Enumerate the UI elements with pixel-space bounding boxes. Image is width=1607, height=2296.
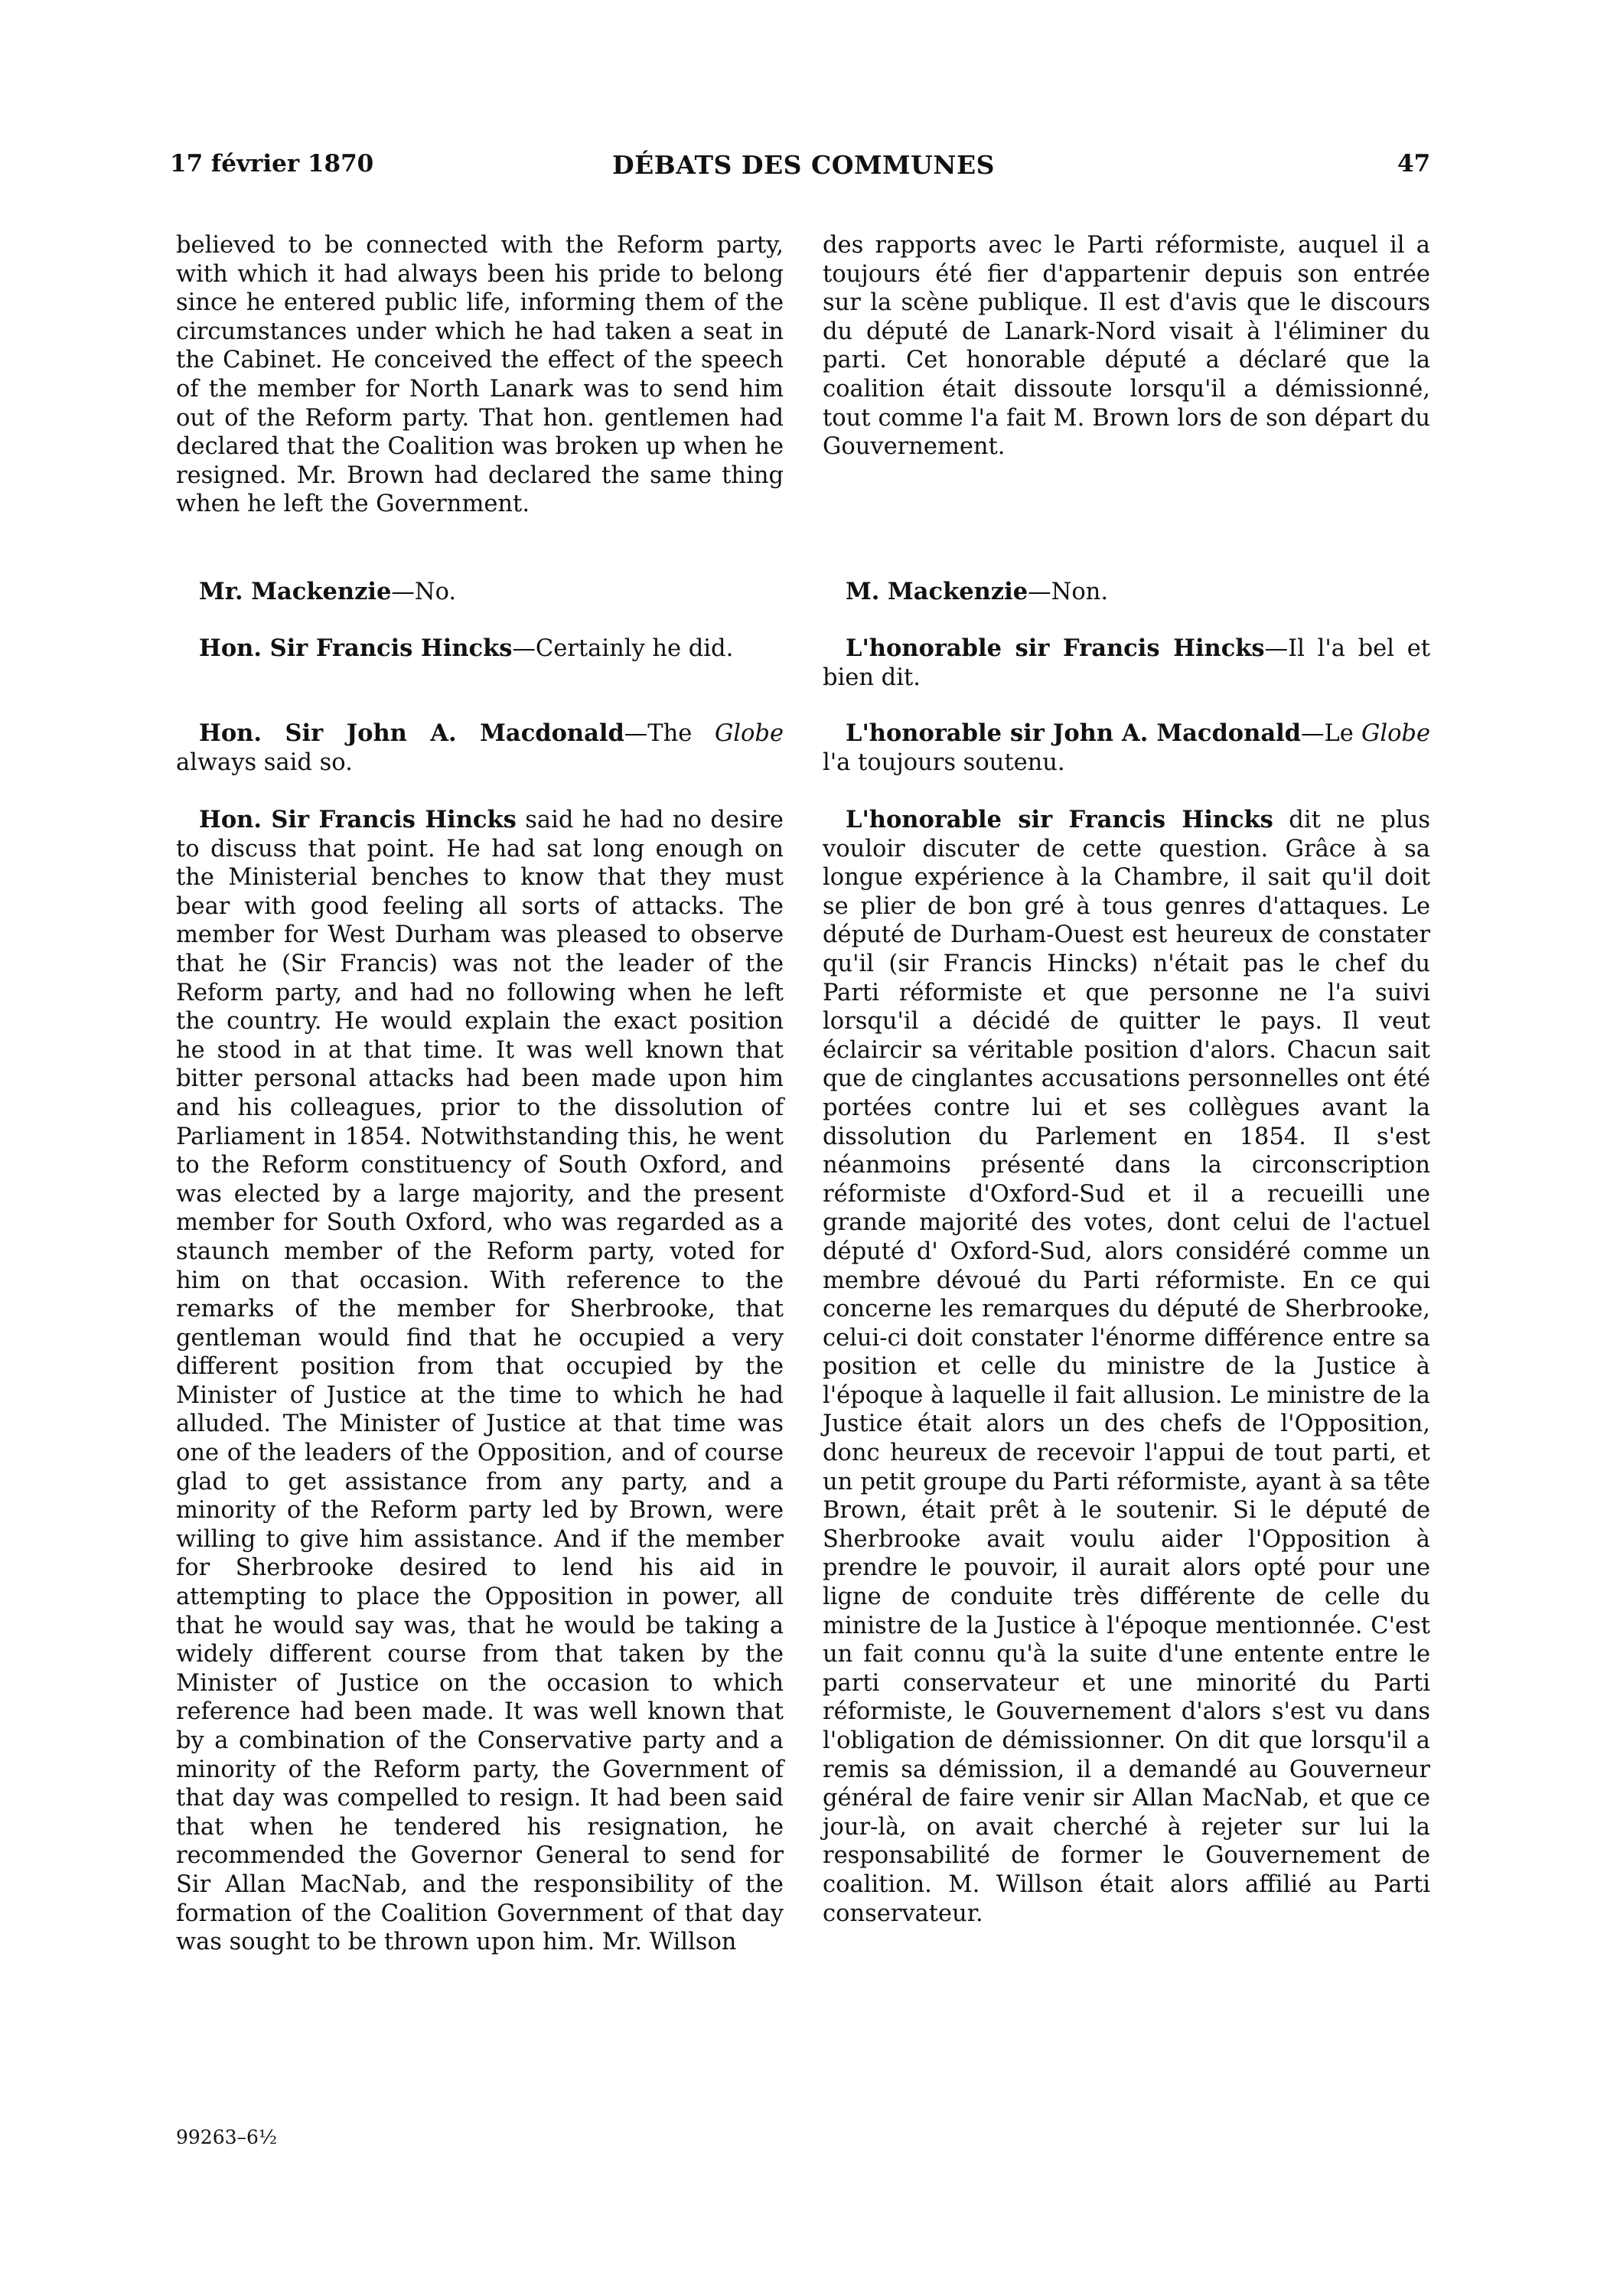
speaker-name: L'honorable sir Francis Hincks [846, 634, 1265, 662]
french-speech-hincks-1 [823, 634, 1430, 692]
speaker-name: Hon. Sir John A. Macdonald [199, 719, 624, 747]
english-speech-hincks-2 [176, 806, 784, 1957]
english-speech-mackenzie [176, 578, 784, 607]
speech-text: —The [624, 720, 715, 747]
french-speech-hincks-2 [823, 806, 1430, 1928]
english-speech-hincks-1 [176, 634, 784, 664]
english-paragraph-1: believed to be connected with the Reform party, with which it had always been his pride to belong since he entered public life, informing them of the circumstances under which he had taken a seat in the Cabinet. He conceived the effect of the speech of the member for North Lanark was to send him out of the Reform party. That hon. gentlemen had declared that the Coalition was broken up when he resigned. Mr. Brown had declared the same thing when he left the Government. [176, 232, 784, 518]
french-paragraph-continuation [823, 231, 1430, 461]
speech-text: —Il l'a bel et bien dit. [823, 635, 1430, 691]
speech-text: l'a toujours soutenu. [823, 748, 1065, 776]
newspaper-title: Globe [714, 720, 784, 747]
speech-text: said he had no desire to discuss that point. He had sat long enough on the Ministerial benches to know that they must bear with good feeling all sorts of attacks. The member for West Durham was pleased to observe that he (Sir Francis) was not the leader of the Reform party, and had no following when he left the country. He would explain the exact position he stood in at that time. It was well known that bitter personal attacks had been made upon him and his colleagues, prior to the dissolution of Parliament in 1854. Notwithstanding this, he went to the Reform constituency of South Oxford, and was elected by a large majority, and the present member for South Oxford, who was regarded as a staunch member of the Reform party, voted for him on that occasion. With reference to the remarks of the member for Sherbrooke, that gentleman would find that he occupied a very different position from that occupied by the Minister of Justice at the time to which he had alluded. The Minister of Justice at that time was one of the leaders of the Opposition, and of course glad to get assistance from any party, and a minority of the Reform party led by Brown, were willing to give him assistance. And if the member for Sherbrooke desired to lend his aid in attempting to place the Opposition in power, all that he would say was, that he would be taking a widely different course from that taken by the Minister of Justice on the occasion to which reference had been made. It was well known that by a combination of the Conservative party and a minority of the Reform party, the Government of that day was compelled to resign. It had been said that when he tendered his resignation, he recommended the Governor General to send for Sir Allan MacNab, and the responsibility of the formation of the Coalition Government of that day was sought to be thrown upon him. Mr. Willson [176, 807, 784, 1956]
speaker-name: Hon. Sir Francis Hincks [199, 806, 517, 833]
page-header [0, 150, 1607, 188]
french-paragraph-1: des rapports avec le Parti réformiste, auquel il a toujours été fier d'appartenir depuis son entrée sur la scène publique. Il est d'avis que le discours du député de Lanark-Nord visait à l'éliminer du parti. Cet honorable député a déclaré que la coalition était dissoute lorsqu'il a démissionné, tout comme l'a fait M. Brown lors de son départ du Gouvernement. [823, 232, 1430, 461]
speech-text: —Le [1301, 720, 1361, 747]
english-speech-macdonald [176, 719, 784, 777]
english-paragraph-continuation [176, 231, 784, 519]
french-speech-mackenzie [823, 578, 1430, 607]
page-number: 47 [1397, 150, 1431, 178]
speaker-name: Mr. Mackenzie [199, 578, 392, 605]
header-date: 17 février 1870 [170, 150, 374, 178]
header-title: DÉBATS DES COMMUNES [612, 150, 995, 180]
speech-text: always said so. [176, 748, 353, 776]
speaker-name: M. Mackenzie [846, 578, 1028, 605]
speech-text: dit ne plus vouloir discuter de cette question. Grâce à sa longue expérience à la Chambre, il sait qu'il doit se plier de bon gré à tous genres d'attaques. Le député de Durham-Ouest est heureux de constater qu'il (sir Francis Hincks) n'était pas le chef du Parti réformiste et que personne ne l'a suivi lorsqu'il a décidé de quitter le pays. Il veut éclaircir sa véritable position d'alors. Chacun sait que de cinglantes accusations personnelles ont été portées contre lui et ses collègues avant la dissolution du Parlement en 1854. Il s'est néanmoins présenté dans la circonscription réformiste d'Oxford-Sud et il a recueilli une grande majorité des votes, dont celui de l'actuel député d' Oxford-Sud, alors considéré comme un membre dévoué du Parti réformiste. En ce qui concerne les remarques du député de Sherbrooke, celui-ci doit constater l'énorme différence entre sa position et celle du ministre de la Justice à l'époque à laquelle il fait allusion. Le ministre de la Justice était alors un des chefs de l'Opposition, donc heureux de recevoir l'appui de tout parti, et un petit groupe du Parti réformiste, ayant à sa tête Brown, était prêt à le soutenir. Si le député de Sherbrooke avait voulu aider l'Opposition à prendre le pouvoir, il aurait alors opté pour une ligne de conduite très différente de celle du ministre de la Justice à l'époque mentionnée. C'est un fait connu qu'à la suite d'une entente entre le parti conservateur et une minorité du Parti réformiste, le Gouvernement d'alors s'est vu dans l'obligation de démissionner. On dit que lorsqu'il a remis sa démission, il a demandé au Gouverneur général de faire venir sir Allan MacNab, et que ce jour-là, on avait cherché à rejeter sur lui la responsabilité de former le Gouvernement de coalition. M. Willson était alors affilié au Parti conservateur. [823, 807, 1431, 1927]
speech-text: —Certainly he did. [512, 635, 734, 662]
footer-print-code: 99263–6½ [176, 2126, 278, 2148]
speaker-name: Hon. Sir Francis Hincks [199, 634, 513, 662]
newspaper-title: Globe [1361, 720, 1431, 747]
speech-text: —Non. [1028, 579, 1109, 605]
speaker-name: L'honorable sir Francis Hincks [846, 806, 1273, 833]
speech-text: —No. [391, 579, 457, 605]
french-speech-macdonald [823, 719, 1430, 777]
speaker-name: L'honorable sir John A. Macdonald [846, 719, 1302, 747]
